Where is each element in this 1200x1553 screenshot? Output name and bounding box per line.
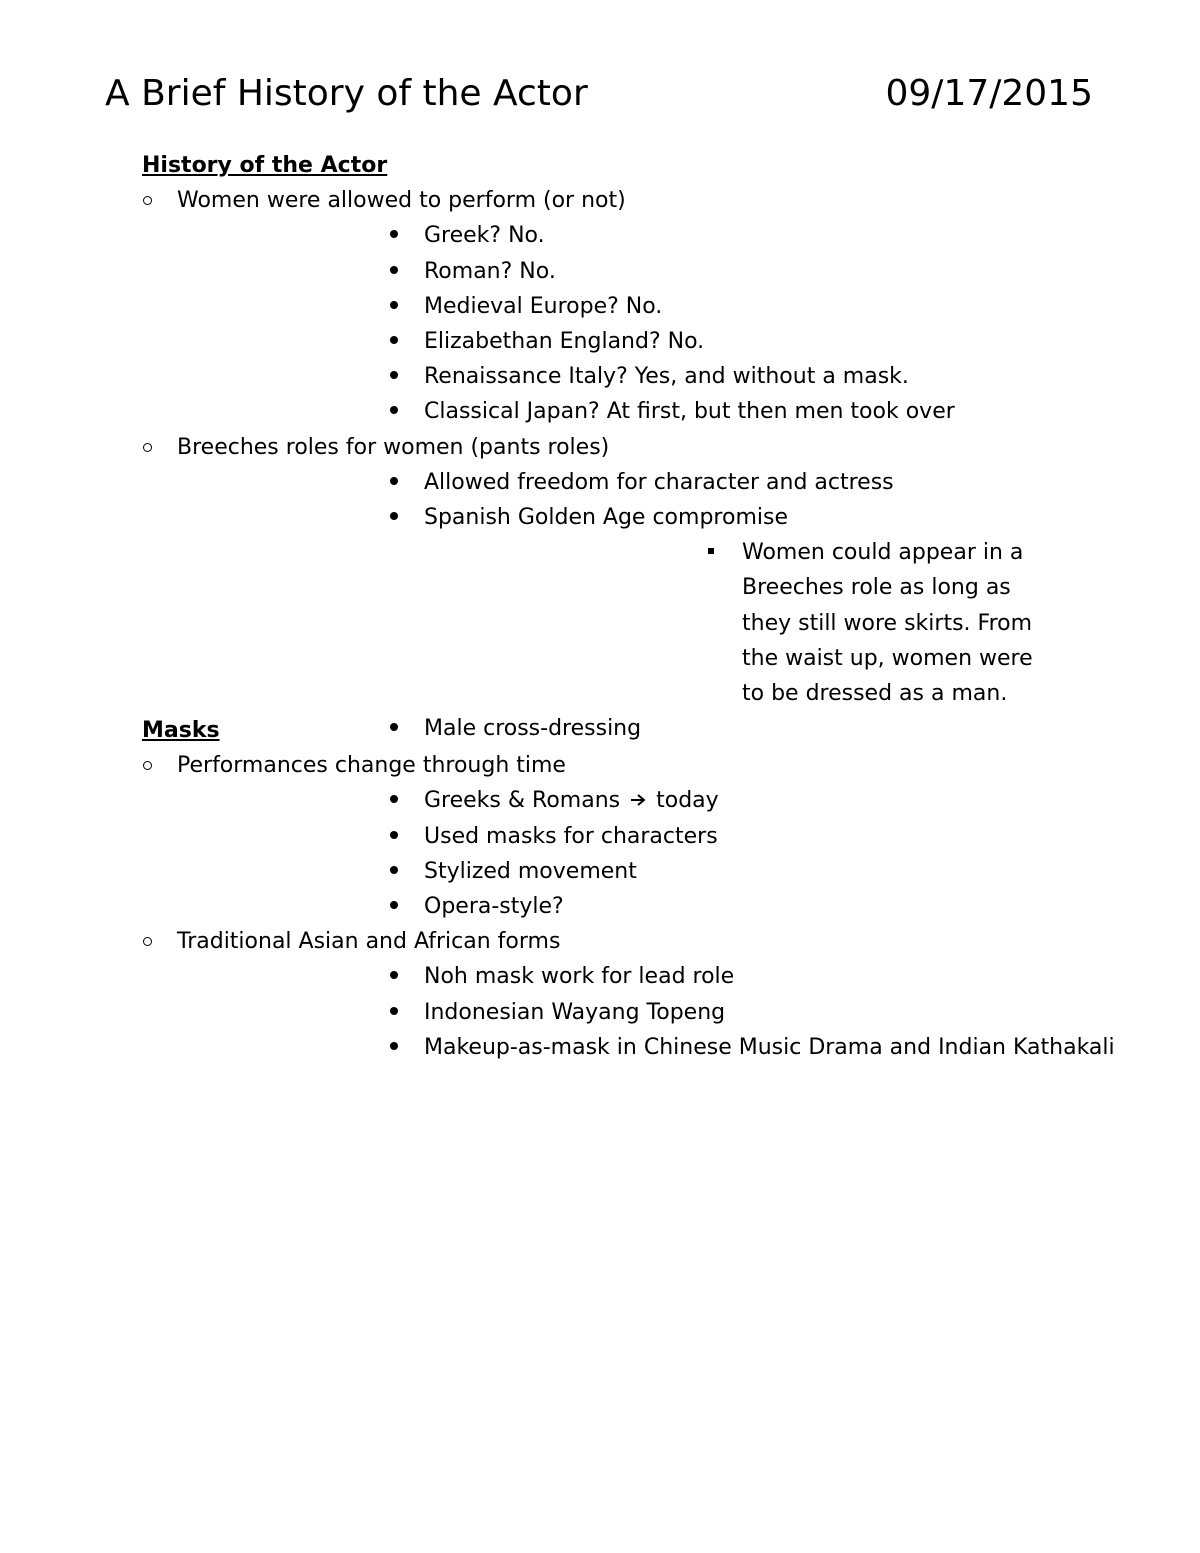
list-item [0, 924, 1200, 1065]
list-item [177, 254, 1200, 289]
list-item [0, 748, 1200, 924]
section-heading: History of the Actor [142, 153, 388, 178]
list-item [177, 218, 1200, 253]
list-item-text-end: today [656, 788, 719, 814]
list-item [177, 324, 1200, 359]
list-item-text: Traditional Asian and African forms [177, 929, 561, 955]
document-title: A Brief History of the Actor [105, 73, 588, 114]
hollow-circle-bullet-icon [143, 443, 152, 452]
list-item [177, 995, 1200, 1030]
list-item-text: Performances change through time [177, 753, 566, 779]
list-item-text: Renaissance Italy? Yes, and without a mask. [424, 364, 909, 390]
list-item-text: Stylized movement [424, 858, 637, 884]
list-item-text: Spanish Golden Age compromise [424, 505, 788, 531]
list-item [0, 430, 1200, 747]
list-item [177, 359, 1200, 394]
list-item-text: Roman? No. [424, 258, 556, 284]
filled-bullet-icon [390, 1007, 398, 1015]
sub-sub-list [424, 535, 1200, 711]
list-item [424, 535, 1200, 711]
sub-list [177, 959, 1200, 1065]
filled-bullet-icon [390, 1042, 398, 1050]
list-item [177, 465, 1200, 500]
list-item-text: Elizabethan England? No. [424, 329, 705, 355]
right-arrow-icon [629, 793, 647, 807]
list-item [177, 289, 1200, 324]
list-item [0, 183, 1200, 429]
list-item [177, 854, 1200, 889]
list-item-text: Women could appear in a Breeches role as long as they still wore skirts. From the waist up, women were to be dressed as a man. [742, 540, 1033, 707]
list-item-text: Classical Japan? At first, but then men took over [424, 399, 955, 425]
section-heading: Masks [142, 718, 220, 743]
list-item-text: Noh mask work for lead role [424, 964, 735, 990]
outline-list [0, 183, 1200, 746]
filled-bullet-icon [390, 795, 398, 803]
section-masks [0, 713, 1200, 1065]
sub-list [177, 783, 1200, 924]
list-item-text-start: Greeks & Romans [424, 788, 621, 814]
list-item [177, 1030, 1200, 1065]
filled-bullet-icon [390, 477, 398, 485]
hollow-circle-bullet-icon [143, 761, 152, 770]
filled-bullet-icon [390, 901, 398, 909]
section-history-of-the-actor [0, 148, 1200, 746]
filled-bullet-icon [390, 512, 398, 520]
list-item [177, 500, 1200, 711]
list-item-text: Breeches roles for women (pants roles) [177, 434, 610, 460]
list-item-text: Indonesian Wayang Topeng [424, 999, 726, 1025]
list-item-text: Women were allowed to perform (or not) [177, 188, 626, 214]
list-item-text: Greek? No. [424, 223, 545, 249]
list-item [177, 959, 1200, 994]
sub-list [177, 218, 1200, 429]
list-item-text: Opera-style? [424, 894, 564, 920]
outline-list [0, 748, 1200, 1065]
list-item [177, 889, 1200, 924]
list-item-text: Male cross-dressing [424, 716, 642, 742]
list-item [177, 783, 1200, 818]
filled-bullet-icon [390, 230, 398, 238]
square-bullet-icon [708, 548, 714, 554]
hollow-circle-bullet-icon [143, 196, 152, 205]
filled-bullet-icon [390, 371, 398, 379]
filled-bullet-icon [390, 266, 398, 274]
list-item-text: Used masks for characters [424, 823, 718, 849]
sub-list [177, 465, 1200, 747]
document-date: 09/17/2015 [885, 73, 1093, 114]
list-item-text: Makeup-as-mask in Chinese Music Drama and Indian Kathakali [424, 1034, 1115, 1060]
list-item-text: Allowed freedom for character and actress [424, 469, 894, 495]
list-item [177, 394, 1200, 429]
filled-bullet-icon [390, 831, 398, 839]
filled-bullet-icon [390, 301, 398, 309]
filled-bullet-icon [390, 406, 398, 414]
list-item-text: Medieval Europe? No. [424, 293, 663, 319]
hollow-circle-bullet-icon [143, 937, 152, 946]
filled-bullet-icon [390, 971, 398, 979]
filled-bullet-icon [390, 336, 398, 344]
list-item [177, 819, 1200, 854]
filled-bullet-icon [390, 866, 398, 874]
